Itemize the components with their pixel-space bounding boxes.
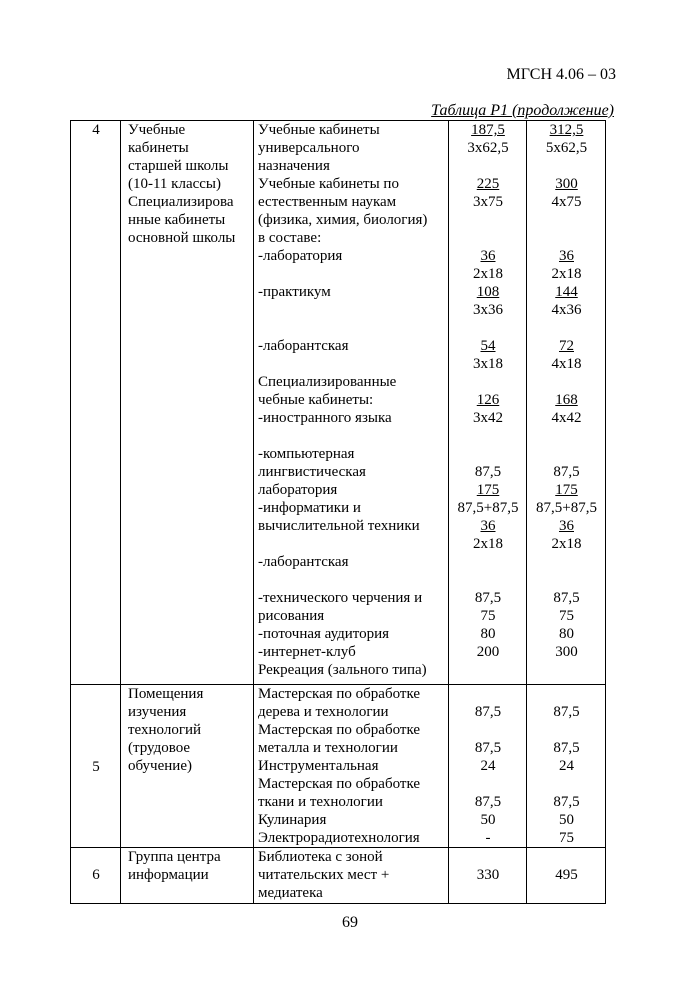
- table-divider-4: [526, 120, 527, 904]
- row-area-col-a: 87,5 87,5 24 87,5 50 -: [474, 704, 502, 846]
- row-group: Помещения изучения технологий (трудовое обучение): [128, 686, 204, 774]
- row-area-col-b: 312,5 5x62,5 300 4x75 36 2x18 144 4x36 72 4x18 168 4x42 87,5 175 87,5+87,5 36 2x18 87,5 75 80 300: [536, 122, 597, 660]
- row-room-names: Учебные кабинеты универсального назначения Учебные кабинеты по естественным наукам (физика, химия, биология) в составе: -лаборатория -практикум -лаборантская Специализированные чебные кабинеты: -иностранного языка -компьютерная лингвистическая лаборатория -информатики и вычислительной техники -лаборантская -технического черчения и рисования -поточная аудитория -интернет-клуб Рекреация (зального типа): [258, 122, 428, 678]
- row-area-col-a: 330: [476, 867, 500, 883]
- row-room-names: Библиотека с зоной читательских мест + медиатека: [258, 849, 390, 901]
- row-area-col-a: 187,5 3x62,5 225 3x75 36 2x18 108 3x36 54 3x18 126 3x42 87,5 175 87,5+87,5 36 2x18 87,5 75 80 200: [457, 122, 519, 660]
- row-group: Группа центра информации: [128, 849, 221, 883]
- document-code: МГСН 4.06 – 03: [506, 66, 616, 83]
- row-number: 6: [92, 867, 100, 883]
- row-area-col-b: 495: [555, 867, 578, 883]
- table-caption: Таблица Р1 (продолжение): [431, 102, 614, 119]
- row-area-col-b: 87,5 87,5 24 87,5 50 75: [553, 704, 580, 846]
- row-number: 4: [92, 122, 100, 138]
- row-room-names: Мастерская по обработке дерева и технологии Мастерская по обработке металла и технологии Инструментальная Мастерская по обработке ткани и технологии Кулинария Электрорадиотехнология: [258, 686, 421, 846]
- table-border-left: [70, 120, 71, 904]
- page-number: 69: [342, 914, 358, 931]
- table-divider-1: [120, 120, 121, 904]
- table-border-bottom: [70, 903, 605, 904]
- row-number: 5: [92, 759, 100, 775]
- row-group: Учебные кабинеты старшей школы (10-11 классы) Специализирова нные кабинеты основной школы: [128, 122, 236, 246]
- table-border-right: [605, 120, 606, 904]
